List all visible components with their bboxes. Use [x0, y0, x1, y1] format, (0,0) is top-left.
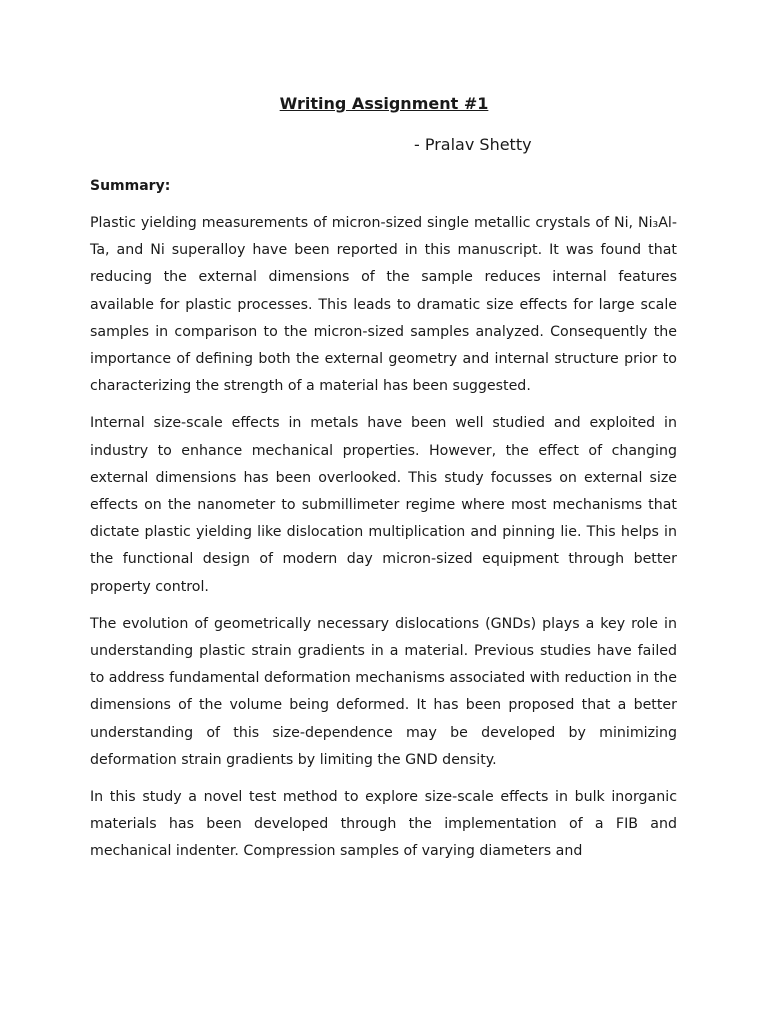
paragraph-4: In this study a novel test method to explore size-scale effects in bulk inorganic materials has been developed through the implementation of a FIB and mechanical indenter. Compression samples of varying diameters and: [90, 789, 677, 860]
paragraph-3: The evolution of geometrically necessary dislocations (GNDs) plays a key role in understanding plastic strain gradients in a material. Previous studies have failed to address fundamental deformation mechanisms associated with reduction in the dimensions of the volume being deformed. It has been proposed that a better understanding of this size-dependence may be developed by minimizing deformation strain gradients by limiting the GND density.: [90, 615, 677, 768]
author-line: - Pralav Shetty: [414, 135, 532, 154]
paragraph-1: Plastic yielding measurements of micron-sized single metallic crystals of Ni, Ni₃Al-Ta, and Ni superalloy have been reported in this manuscript. It was found that reducing the external dimensions of the sample reduces internal features available for plastic processes. This leads to dramatic size effects for large scale samples in comparison to the micron-sized samples analyzed. Consequently the importance of defining both the external geometry and internal structure prior to characterizing the strength of a material has been suggested.: [90, 215, 677, 395]
document-body: [90, 210, 677, 876]
section-heading-summary: Summary:: [90, 178, 171, 194]
paragraph-2: Internal size-scale effects in metals have been well studied and exploited in industry to enhance mechanical properties. However, the effect of changing external dimensions has been overlooked. This study focusses on external size effects on the nanometer to submillimeter regime where most mechanisms that dictate plastic yielding like dislocation multiplication and pinning lie. This helps in the functional design of modern day micron-sized equipment through better property control.: [90, 415, 677, 595]
document-title: Writing Assignment #1: [279, 94, 489, 113]
